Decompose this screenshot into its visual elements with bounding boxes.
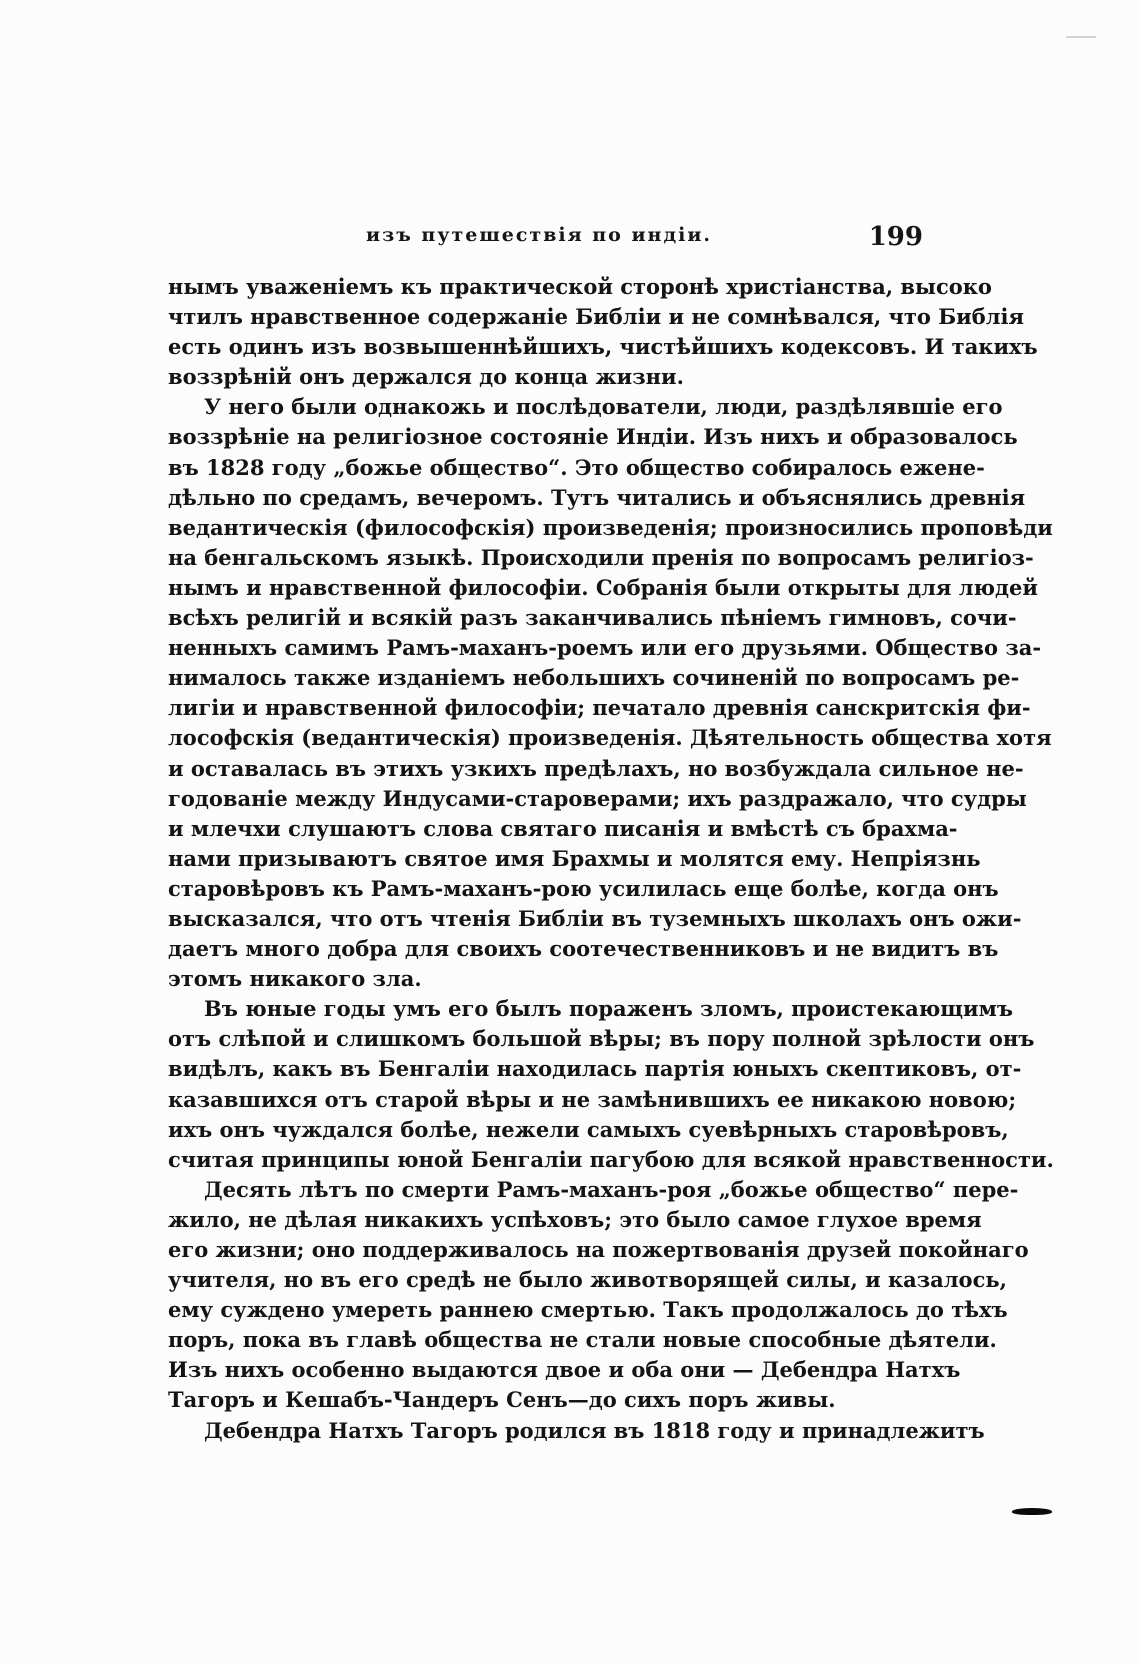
- text-line: казавшихся отъ старой вѣры и не замѣнившихъ ее никакою новою;: [168, 1086, 1017, 1112]
- text-line: ему суждено умереть раннею смертью. Такъ продолжалось до тѣхъ: [168, 1297, 1008, 1323]
- text-line: и оставалась въ этихъ узкихъ предѣлахъ, но возбуждала сильное не-: [168, 755, 1024, 781]
- scan-edge-mark: [1012, 1508, 1052, 1515]
- page-number: 199: [868, 222, 923, 252]
- text-line: всѣхъ религій и всякій разъ заканчивались пѣніемъ гимновъ, сочи-: [168, 605, 1017, 631]
- text-line: ихъ онъ чуждался болѣе, нежели самыхъ суевѣрныхъ старовѣровъ,: [168, 1116, 1009, 1142]
- text-line: поръ, пока въ главѣ общества не стали новые способные дѣятели.: [168, 1327, 997, 1353]
- text-line: нималось также изданіемъ небольшихъ сочиненій по вопросамъ ре-: [168, 665, 1020, 691]
- text-line: есть одинъ изъ возвышеннѣйшихъ, чистѣйшихъ кодексовъ. И такихъ: [168, 334, 1038, 360]
- text-line: У него были однакожь и послѣдователи, люди, раздѣлявшіе его: [204, 394, 1003, 420]
- text-line: и млечхи слушаютъ слова святаго писанія и вмѣстѣ съ брахма-: [168, 815, 958, 841]
- text-line: нымъ уваженіемъ къ практической сторонѣ христіанства, высоко: [168, 274, 992, 299]
- text-line: старовѣровъ къ Рамъ-маханъ-рою усилилась еще болѣе, когда онъ: [168, 875, 999, 901]
- text-line: жило, не дѣлая никакихъ успѣховъ; это было самое глухое время: [168, 1206, 982, 1232]
- text-line: Тагоръ и Кешабъ-Чандеръ Сенъ—до сихъ поръ живы.: [168, 1387, 836, 1413]
- text-line: воззрѣніе на религіозное состояніе Индіи. Изъ нихъ и образовалось: [168, 424, 1018, 450]
- text-line: этомъ никакого зла.: [168, 966, 422, 992]
- text-line: отъ слѣпой и слишкомъ большой вѣры; въ пору полной зрѣлости онъ: [168, 1026, 1035, 1052]
- text-line: считая принципы юной Бенгаліи пагубою для всякой нравственности.: [168, 1146, 1054, 1172]
- text-line: нымъ и нравственной философіи. Собранія были открыты для людей: [168, 574, 1038, 600]
- text-line: его жизни; оно поддерживалось на пожертвованія друзей покойнаго: [168, 1237, 1029, 1262]
- text-line: на бенгальскомъ языкѣ. Происходили пренія по вопросамъ религіоз-: [168, 544, 1034, 570]
- text-line: годованіе между Индусами-староверами; ихъ раздражало, что судры: [168, 785, 1027, 811]
- running-title: изъ путешествія по индіи.: [366, 224, 713, 246]
- text-line: лософскія (ведантическія) произведенія. Дѣятельность общества хотя: [168, 725, 1052, 751]
- text-line: въ 1828 году „божье общество“. Это общество собиралось еженe-: [168, 454, 985, 480]
- page-header: [168, 222, 923, 258]
- text-line: даетъ много добра для своихъ соотечественниковъ и не видитъ въ: [168, 936, 999, 962]
- text-line: высказался, что отъ чтенія Библіи въ туземныхъ школахъ онъ ожи-: [168, 905, 1022, 931]
- text-line: видѣлъ, какъ въ Бенгаліи находилась партія юныхъ скептиковъ, от-: [168, 1056, 1022, 1082]
- text-line: Изъ нихъ особенно выдаются двое и оба они — Дебендра Натхъ: [168, 1357, 961, 1383]
- text-line: дѣльно по средамъ, вечеромъ. Тутъ читались и объяснялись древнія: [168, 484, 1026, 510]
- text-line: лигіи и нравственной философіи; печатало древнія санскритскія фи-: [168, 695, 1031, 721]
- text-line: чтилъ нравственное содержаніе Библіи и не сомнѣвался, что Библія: [168, 304, 1025, 330]
- text-line: ненныхъ самимъ Рамъ-маханъ-роемъ или его друзьями. Общество за-: [168, 635, 1042, 661]
- text-line: воззрѣній онъ держался до конца жизни.: [168, 364, 684, 390]
- text-line: нами призываютъ святое имя Брахмы и молятся ему. Непріязнь: [168, 845, 981, 871]
- text-line: учителя, но въ его средѣ не было животворящей силы, и казалось,: [168, 1267, 1007, 1293]
- text-line: ведантическія (философскія) произведенія; произносились проповѣди: [168, 514, 1053, 540]
- body-text: [168, 272, 1054, 1446]
- text-line: Въ юные годы умъ его былъ пораженъ зломъ, проистекающимъ: [204, 996, 1013, 1022]
- text-line: Дебендра Натхъ Тагоръ родился въ 1818 году и принадлежитъ: [204, 1417, 985, 1443]
- scan-edge-mark: [1066, 36, 1096, 38]
- text-line: Десять лѣтъ по смерти Рамъ-маханъ-роя „божье общество“ пере-: [204, 1176, 1019, 1202]
